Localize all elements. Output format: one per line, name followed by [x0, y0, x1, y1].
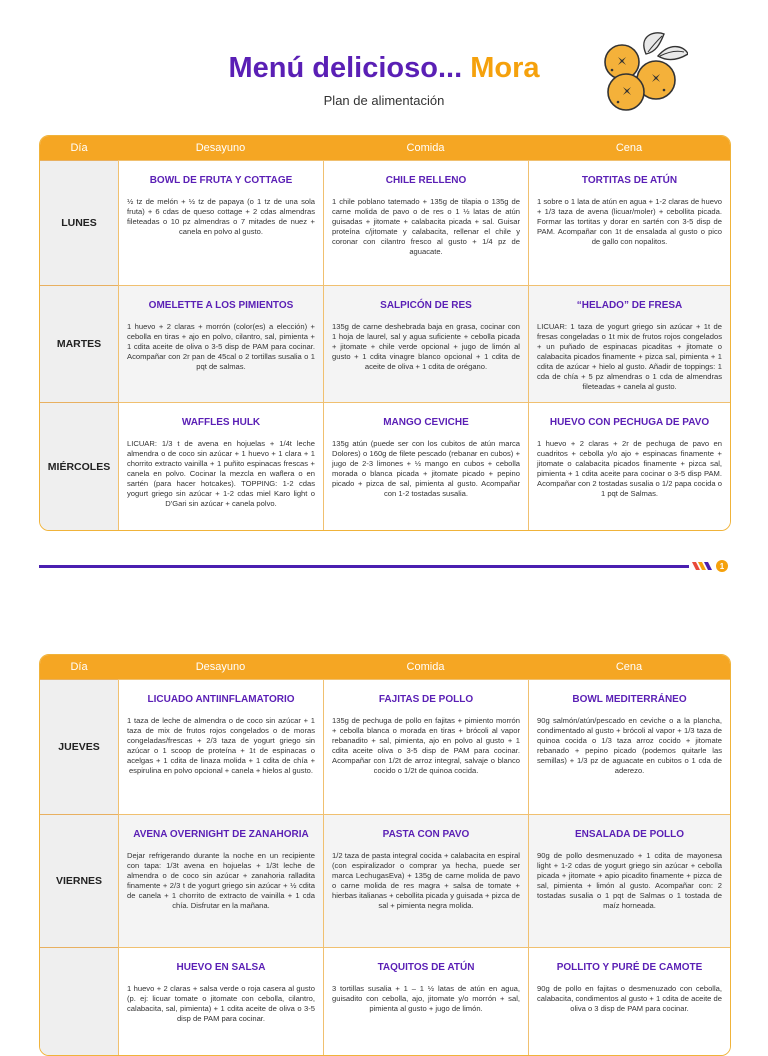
dish-description: 1 chile poblano tatemado + 135g de tilapia o 135g de carne molida de pavo o de res o 1 ½ latas de atún guisadas + jitomate + calabacita picada + sal. Guisar proteína c/jitomate y calabacita, rellenar el chile y coronar con cilantro fresco al gusto + 1/4 pz de aguacate.: [332, 197, 520, 257]
dish-name: “HELADO” DE FRESA: [576, 300, 683, 311]
dish-description: 135g de pechuga de pollo en fajitas + pimiento morrón + cebolla blanca o morada en tiras + brócoli al vapor rebanadito + sal, pimienta, ajo en polvo al gusto + 1 cdita aceite oliva o 3-5 disp de PAM para cocinar. Acompañar con 1/2t de arroz integral, salvaje o blanco cocido o 1/2t de quinoa cocida.: [332, 716, 520, 776]
dish-name: ENSALADA DE POLLO: [574, 829, 685, 840]
dish-name: TAQUITOS DE ATÚN: [377, 962, 475, 973]
dinner-cell: [528, 679, 730, 814]
table-row-miercoles: [40, 402, 730, 530]
day-label: MIÉRCOLES: [40, 402, 118, 530]
dish-description: 3 tortillas susalia + 1 – 1 ½ latas de atún en agua, guisadito con cebolla, ajo, jitomate y/o morrón + sal, pimienta al gusto + jugo de limón.: [332, 984, 520, 1014]
dish-description: 1 huevo + 2 claras + 2r de pechuga de pavo en cuadritos + cebolla y/o ajo + espinacas finamente + jitomate o calabacita picados finamente + pizca sal, pimienta + 1 cdita aceite para cocinar o 3-5 disp PAM. Acompañar con 2 tostadas susalia o 1/2 papa cocida o 1 pqt de Salmas.: [537, 439, 722, 499]
lunch-cell: [323, 160, 528, 285]
lunch-cell: [323, 285, 528, 402]
table-header: [40, 136, 730, 160]
col-header-dinner: Cena: [615, 142, 643, 154]
day-label: [40, 947, 118, 1056]
dish-name: BOWL MEDITERRÁNEO: [572, 694, 687, 705]
dish-description: 1 huevo + 2 claras + salsa verde o roja casera al gusto (p. ej: licuar tomate o jitomate con cebolla, cilantro, calabacita, sal, pimienta) + 1 cdita aceite de oliva o 3-5 disp de PAM para cocinar.: [127, 984, 315, 1024]
breakfast-cell: [118, 160, 323, 285]
dish-name: TORTITAS DE ATÚN: [581, 175, 678, 186]
table-row-jueves: [40, 679, 730, 814]
dish-name: HUEVO CON PECHUGA DE PAVO: [549, 417, 710, 428]
dish-name: SALPICÓN DE RES: [380, 300, 472, 311]
table-row-viernes: [40, 814, 730, 947]
page-subtitle: Plan de alimentación: [323, 93, 445, 108]
dish-name: AVENA OVERNIGHT DE ZANAHORIA: [133, 829, 309, 840]
dish-name: CHILE RELLENO: [385, 175, 467, 186]
dish-description: LICUAR: 1/3 t de avena en hojuelas + 1/4t leche almendra o de coco sin azúcar + 1 huevo + 1 clara + 1 chorrito extracto vainilla + 1 puñito espinacas frescas + canela en polvo. Cocinar la mezcla en waflera o en sartén (para hacer hotcakes). TOPPING: 1-2 cdas yogurt griego sin azúcar + 1-2 cdas miel Karo light o D'Gari sin azúcar + canela polvo.: [127, 439, 315, 509]
dish-name: MANGO CEVICHE: [383, 417, 469, 428]
col-header-lunch: Comida: [406, 661, 445, 673]
dish-name: OMELETTE A LOS PIMIENTOS: [148, 300, 294, 311]
col-header-breakfast: Desayuno: [195, 142, 246, 154]
divider-stripes: [690, 562, 714, 570]
dinner-cell: [528, 947, 730, 1056]
dinner-cell: [528, 285, 730, 402]
breakfast-cell: [118, 947, 323, 1056]
breakfast-cell: [118, 679, 323, 814]
dish-name: LICUADO ANTIINFLAMATORIO: [147, 694, 295, 705]
page-number-badge: 1: [716, 560, 728, 572]
dish-name: WAFFLES HULK: [181, 417, 261, 428]
dish-name: BOWL DE FRUTA Y COTTAGE: [149, 175, 293, 186]
breakfast-cell: [118, 402, 323, 530]
breakfast-cell: [118, 285, 323, 402]
day-label: LUNES: [40, 160, 118, 285]
title-main: Menú delicioso...: [228, 52, 463, 84]
dinner-cell: [528, 402, 730, 530]
breakfast-cell: [118, 814, 323, 947]
dish-name: POLLITO Y PURÉ DE CAMOTE: [556, 962, 703, 973]
col-header-breakfast: Desayuno: [195, 661, 246, 673]
dish-description: 1/2 taza de pasta integral cocida + calabacita en espiral (con espiralizador o comprar ya hecha, puede ser marca LechugasEva) + 135g de carne molida de pavo o carne molida de res magra + salsa de tomate + hierbas italianas + cebollita picada y guisada + pizca de sal + pimienta negra molida.: [332, 851, 520, 911]
dish-description: LICUAR: 1 taza de yogurt griego sin azúcar + 1t de fresas congeladas o 1t mix de frutos rojos congelados + un puñado de espinacas picaditas + jitomate o calabacita picados finamente + pizca sal, pimienta + 1 cdita de azúcar + hielo al gusto. Añadir de toppings: 1 cda de chía + 5 pz almendras o 1 cda de almendras fileteadas + canela al gusto.: [537, 322, 722, 392]
day-label: MARTES: [40, 285, 118, 402]
page-header: [0, 0, 768, 125]
dish-description: 1 sobre o 1 lata de atún en agua + 1-2 claras de huevo + 1/3 taza de avena (licuar/moler) + cebollita picada. Formar las tortitas y dorar en sartén con 3-5 disp de PAM. Acompañar con 1t de ensalada al gusto o pico de gallo con nopalitos.: [537, 197, 722, 247]
dish-description: 90g de pollo desmenuzado + 1 cdita de mayonesa light + 1-2 cdas de yogurt griego sin azúcar + cebolla picada + jitomate + apio picadito finamente + pizca de sal, pimienta + limón al gusto. Acompañar con: 2 tostadas susalia o 1 pqt de Salmas o 1 tostada de maíz horneada.: [537, 851, 722, 911]
blueberries-icon: [598, 30, 688, 112]
lunch-cell: [323, 402, 528, 530]
page-divider-bar: [39, 565, 689, 568]
lunch-cell: [323, 814, 528, 947]
dish-description: 135g de carne deshebrada baja en grasa, cocinar con 1 hoja de laurel, sal y agua suficiente + cebolla picada + jitomate + chile verde opcional + jugo de limón al gusto + 1 cdita vinagre blanco opcional + 1 cdita de aceite de oliva + 1 cdita de orégano.: [332, 322, 520, 372]
dish-description: 135g atún (puede ser con los cubitos de atún marca Dolores) o 160g de filete pescado (rebanar en cubos) + jugo de 2-3 limones + ½ mango en cubos + cebolla morada o blanca picada + jitomate picado + pepino picado + pizca de sal, pimienta al gusto. Acompañar con 1-2 tostadas susalia.: [332, 439, 520, 499]
dinner-cell: [528, 814, 730, 947]
dish-description: 1 taza de leche de almendra o de coco sin azúcar + 1 taza de mix de frutos rojos congelados o de moras congeladas/frescas + 2/3 taza de yogurt griego sin azúcar o 1 scoop de proteína + 1t de espinacas o acelgas + 1 cdita de linaza molida + 1 cdita de chía + espirulina en polvo opcional + canela + hielos al gusto.: [127, 716, 315, 776]
menu-table-week2: [39, 654, 731, 1056]
lunch-cell: [323, 679, 528, 814]
dish-description: 90g de pollo en fajitas o desmenuzado con cebolla, calabacita, condimentos al gusto + 1 cdita de aceite de oliva o 3 disp de PAM para cocinar.: [537, 984, 722, 1014]
dish-name: FAJITAS DE POLLO: [378, 694, 474, 705]
day-label: JUEVES: [40, 679, 118, 814]
col-header-lunch: Comida: [406, 142, 445, 154]
dish-description: 1 huevo + 2 claras + morrón (color(es) a elección) + cebolla en tiras + ajo en polvo, cilantro, sal, pimienta + 1 cdita aceite de oliva o 3-5 disp de PAM para cocinar. Acompañar con 2r pan de 45cal o 2 tortillas susalia o 1 pqt de salmas.: [127, 322, 315, 372]
menu-table-week1: [39, 135, 731, 531]
title-flavor: Mora: [470, 52, 540, 84]
dish-description: Dejar refrigerando durante la noche en un recipiente con tapa: 1/3t avena en hojuelas + 1/3t leche de almendra o de coco sin azúcar + zanahoria ralladita finamente + 2/3 t de yogurt griego sin azúcar + ½ cdita de canela + 1 chorrito de extracto de vainilla + 1 cda chía. Disfrutar en la mañana.: [127, 851, 315, 911]
col-header-dinner: Cena: [615, 661, 643, 673]
col-header-day: Día: [70, 661, 88, 673]
dish-description: 90g salmón/atún/pescado en ceviche o a la plancha, condimentado al gusto + brócoli al vapor + 1/3 taza de quinoa cocida o 1/3 taza arroz cocido + jitomate rebanado + pepino picado (podemos quitarle las semillas) + 1/3 pz de aguacate en cubitos o 1 cda de aderezo.: [537, 716, 722, 776]
lunch-cell: [323, 947, 528, 1056]
dinner-cell: [528, 160, 730, 285]
day-label: VIERNES: [40, 814, 118, 947]
table-row-martes: [40, 285, 730, 402]
table-row-lunes: [40, 160, 730, 285]
dish-description: ½ tz de melón + ½ tz de papaya (o 1 tz de una sola fruta) + 6 cdas de queso cottage + 2 cdas almendras fileteadas o 10 pz almendras o 7 mitades de nuez + canela en polvo al gusto.: [127, 197, 315, 237]
table-header: [40, 655, 730, 679]
table-row-sabado: [40, 947, 730, 1056]
dish-name: HUEVO EN SALSA: [176, 962, 266, 973]
col-header-day: Día: [70, 142, 88, 154]
dish-name: PASTA CON PAVO: [382, 829, 470, 840]
